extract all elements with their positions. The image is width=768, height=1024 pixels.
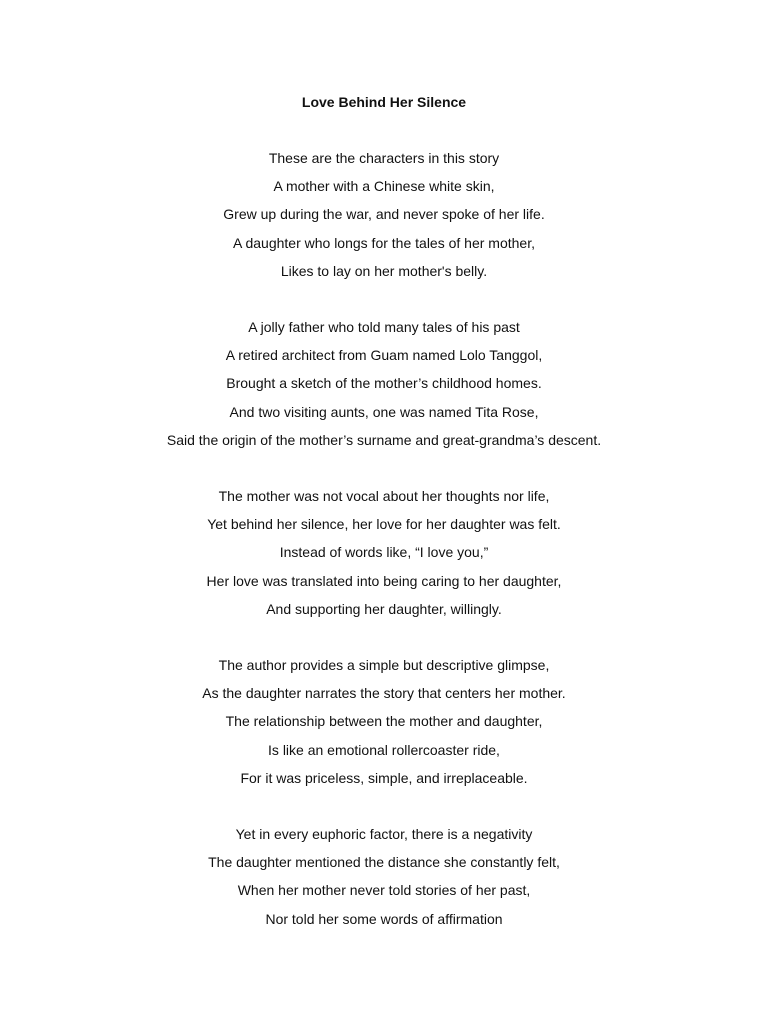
poem-line: When her mother never told stories of her past, <box>237 882 531 899</box>
stanza <box>0 482 768 623</box>
poem-line: The author provides a simple but descriptive glimpse, <box>218 657 550 673</box>
poem-line: Yet behind her silence, her love for her daughter was felt. <box>207 516 561 533</box>
poem-line: And supporting her daughter, willingly. <box>266 600 502 617</box>
poem-line: A retired architect from Guam named Lolo Tanggol, <box>225 347 543 364</box>
poem-line: A daughter who longs for the tales of her mother, <box>233 234 535 251</box>
poem-line: Said the origin of the mother’s surname and great-grandma’s descent. <box>166 431 602 448</box>
stanza <box>0 313 768 454</box>
stanza <box>0 820 768 933</box>
poem-line: And two visiting aunts, one was named Tita Rose, <box>229 403 539 420</box>
poem-line: Her love was translated into being caring to her daughter, <box>206 572 562 589</box>
poem-line: Likes to lay on her mother's belly. <box>280 262 488 279</box>
poem-line: Instead of words like, “I love you,” <box>279 544 489 561</box>
poem-line: For it was priceless, simple, and irreplaceable. <box>240 769 528 786</box>
stanza <box>0 144 768 285</box>
poem-line: Is like an emotional rollercoaster ride, <box>268 741 500 758</box>
stanza <box>0 651 768 792</box>
poem-line: Grew up during the war, and never spoke of her life. <box>223 206 545 223</box>
poem-line: Yet in every euphoric factor, there is a negativity <box>235 826 533 842</box>
poem-line: Nor told her some words of affirmation <box>265 910 503 927</box>
poem-title: Love Behind Her Silence <box>301 94 467 110</box>
poem-line: The mother was not vocal about her thoughts nor life, <box>218 488 550 504</box>
poem-line: A jolly father who told many tales of his past <box>248 319 520 335</box>
poem-line: Brought a sketch of the mother’s childhood homes. <box>226 375 542 392</box>
poem-line: These are the characters in this story <box>268 150 500 166</box>
poem-line: The daughter mentioned the distance she constantly felt, <box>208 854 560 871</box>
poem-line: A mother with a Chinese white skin, <box>273 178 495 195</box>
poem-line: As the daughter narrates the story that centers her mother. <box>202 685 566 702</box>
poem-line: The relationship between the mother and daughter, <box>225 713 543 730</box>
